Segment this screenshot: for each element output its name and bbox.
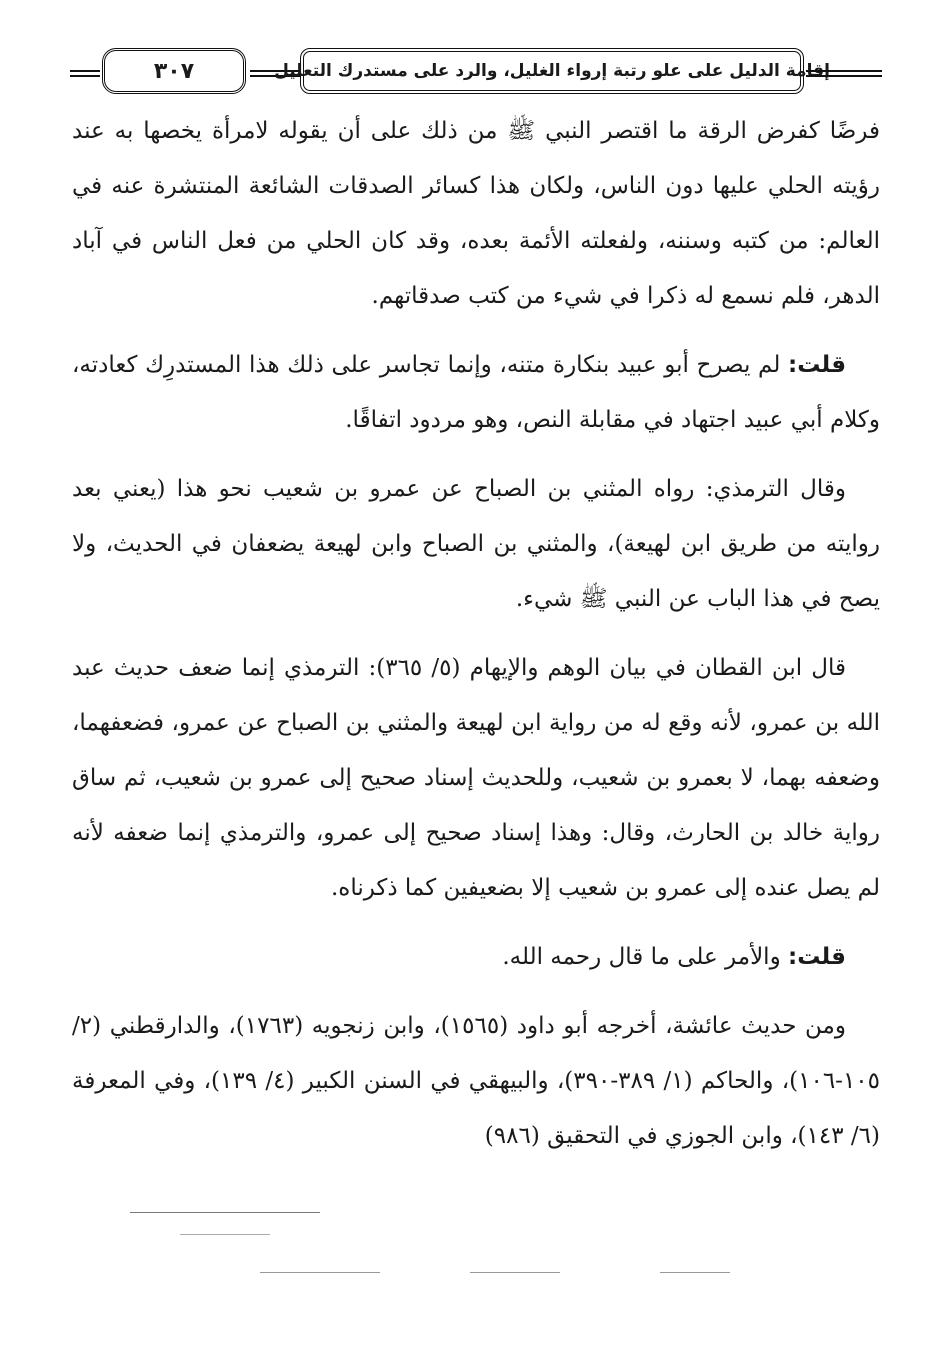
body-text [72,104,880,1178]
footnote-separator-faint [660,1272,730,1273]
paragraph-5 [72,930,880,985]
paragraph-4: قال ابن القطان في بيان الوهم والإيهام (٥/ ٣٦٥): الترمذي إنما ضعف حديث عبد الله بن عمرو، لأنه وقع له من رواية ابن لهيعة والمثني بن الصباح عن عمرو، فضعفهما، وضعفه بهما، لا بعمرو بن شعيب، وللحديث إسناد صحيح إلى عمرو بن شعيب، ثم ساق رواية خالد بن الحارث، وقال: وهذا إسناد صحيح إلى عمرو، والترمذي إنما ضعفه لأنه لم يصل عنده إلى عمرو بن شعيب إلا بضعيفين كما ذكرناه. [72,655,880,901]
header-rule-left [70,70,100,77]
paragraph-2-text: لم يصرح أبو عبيد بنكارة متنه، وإنما تجاسر على ذلك هذا المستدرِك كعادته، وكلام أبي عبيد اجتهاد في مقابلة النص، وهو مردود اتفاقًا. [72,352,880,433]
book-title: إقامة الدليل على علو رتبة إرواء الغليل، والرد على مستدرك التعليل [300,48,804,94]
page-header [70,44,882,100]
header-rule-right [806,70,882,77]
paragraph-5-text: والأمر على ما قال رحمه الله. [502,944,781,970]
footnote-separator-faint [180,1234,270,1235]
qultu-label: قلت: [788,352,847,378]
page-number: ٣٠٧ [102,48,246,94]
footnote-separator [130,1212,320,1213]
qultu-label: قلت: [788,944,846,970]
paragraph-2 [72,338,880,448]
paragraph-3: وقال الترمذي: رواه المثني بن الصباح عن عمرو بن شعيب نحو هذا (يعني بعد روايته من طريق ابن لهيعة)، والمثني بن الصباح وابن لهيعة يضعفان في الحديث، ولا يصح في هذا الباب عن النبي ﷺ شيء. [72,476,880,612]
paragraph-1: فرضًا كفرض الرقة ما اقتصر النبي ﷺ من ذلك على أن يقوله لامرأة يخصها به عند رؤيته الحلي عليها دون الناس، ولكان هذا كسائر الصدقات الشائعة المنتشرة عنه في العالم: من كتبه وسننه، ولفعلته الأئمة بعده، وقد كان الحلي من فعل الناس في آباد الدهر، فلم نسمع له ذكرا في شيء من كتب صدقاتهم. [72,118,880,309]
paragraph-6: ومن حديث عائشة، أخرجه أبو داود (١٥٦٥)، وابن زنجويه (١٧٦٣)، والدارقطني (٢/ ١٠٥-١٠٦)، والحاكم (١/ ٣٨٩-٣٩٠)، والبيهقي في السنن الكبير (٤/ ١٣٩)، وفي المعرفة (٦/ ١٤٣)، وابن الجوزي في التحقيق (٩٨٦) [72,1013,881,1149]
footnote-separator-faint [470,1272,560,1273]
footnote-separator-faint [260,1272,380,1273]
